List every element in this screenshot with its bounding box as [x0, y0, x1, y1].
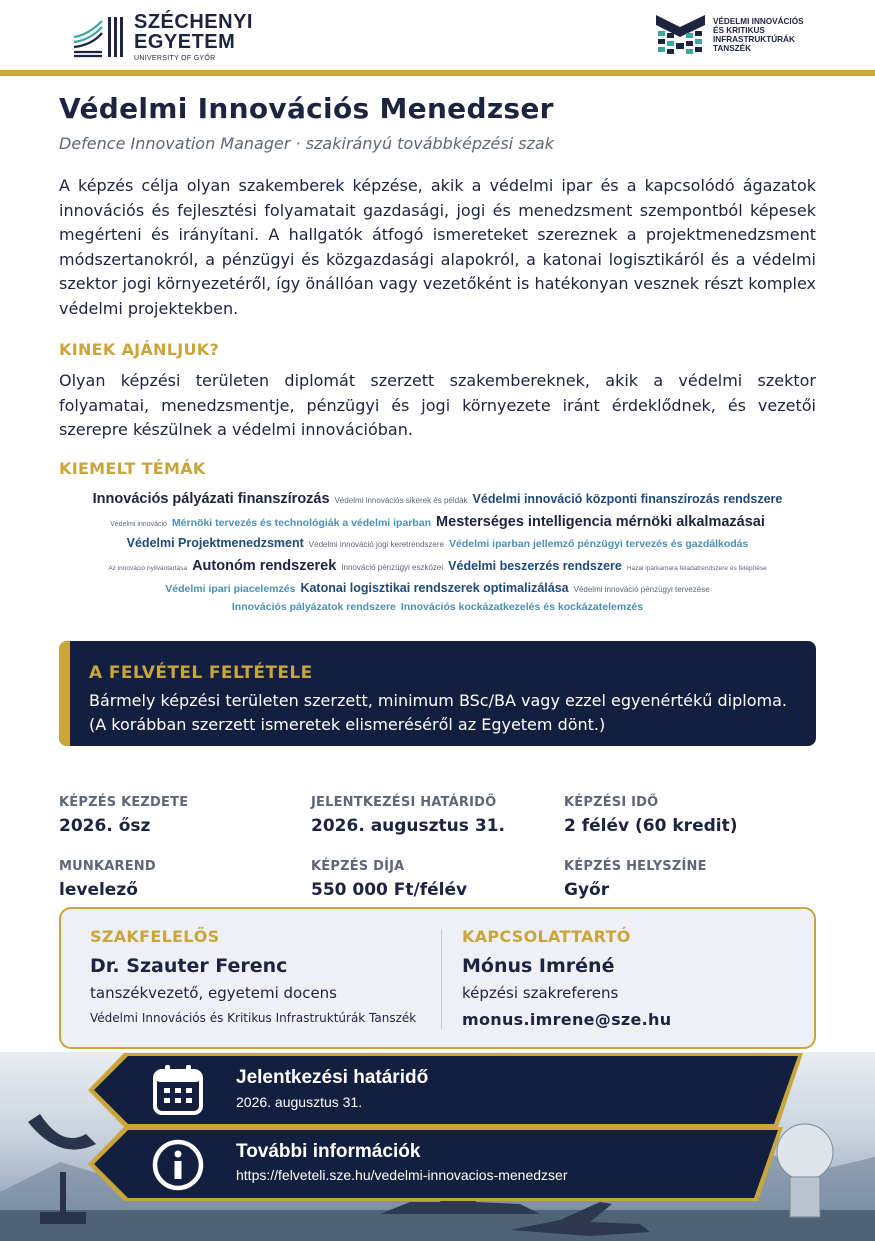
info-label: JELENTKEZÉSI HATÁRIDŐ [311, 795, 497, 810]
topic-keyword: Védelmi innováció jogi keretrendszere [308, 540, 444, 549]
topic-keyword: Védelmi innováció központi finanszírozás rendszere [472, 492, 783, 506]
topic-keyword: Védelmi Projektmenedzsment [126, 536, 304, 550]
info-start [59, 795, 188, 836]
program-head-label: SZAKFELELŐS [90, 927, 220, 946]
requirement-text: Bármely képzési területen szerzett, minimum BSc/BA vagy ezzel egyenértékű diploma. (A korábban szerzett ismeretek elismeréséről az Egyetem dönt.) [89, 691, 787, 734]
department-logo [654, 13, 804, 57]
intro-paragraph: A képzés célja olyan szakemberek képzése, akik a védelmi ipar és a kapcsolódó ágazatok innovációs és fejlesztési folyamatait gazdasági, jogi és menedzsment szempontból képesek megérteni és irányítani. A hallgatók átfogó ismereteket szereznek a projektmenedzsment módszertanokról, a pénzügyi és közgazdasági alapokról, a katonai logisztikáról és a védelmi szektor jogi környezetéről, így önállóan vagy vezetőként is hatékonyan vesznek részt komplex védelmi projektekben. [59, 176, 816, 318]
info-label: KÉPZÉSI IDŐ [564, 795, 659, 810]
program-head-department: Védelmi Innovációs és Kritikus Infrastruktúrák Tanszék [90, 1011, 417, 1025]
page-header [0, 0, 875, 70]
info-label: MUNKAREND [59, 859, 156, 874]
university-name-line2: EGYETEM [134, 31, 236, 53]
info-label: KÉPZÉS KEZDETE [59, 795, 189, 810]
department-name-line: VÉDELMI INNOVÁCIÓS [713, 16, 804, 26]
info-banner-title: További információk [236, 1141, 421, 1162]
info-icon [152, 1139, 204, 1191]
topic-keyword: Autonóm rendszerek [192, 558, 337, 574]
topic-cloud-row [59, 601, 816, 619]
admission-requirement-card [59, 641, 816, 746]
topic-keyword: Hazai iparkamara feladatrendszere és felépítése [626, 565, 767, 572]
topic-keyword: Mesterséges intelligencia mérnöki alkalmazásai [436, 514, 765, 530]
program-head-contact [90, 927, 416, 1025]
info-deadline [311, 795, 505, 836]
info-label: KÉPZÉS HELYSZÍNE [564, 859, 707, 874]
info-label: KÉPZÉS DÍJA [311, 859, 405, 874]
topic-keyword: Védelmi iparban jellemző pénzügyi tervezés és gazdálkodás [448, 538, 749, 550]
contacts-divider [441, 929, 442, 1029]
topic-keyword: Innovációs kockázatkezelés és kockázatelemzés [400, 601, 644, 613]
contacts-card [59, 907, 816, 1049]
footer-banner [0, 1052, 875, 1241]
audience-paragraph: Olyan képzési területen diplomát szerzett szakembereknek, akik a védelmi szektor folyamatai, menedzsmentje, pénzügyi és jogi környezete iránt érdeklődnek, és vezetői szerepre készülnek a védelmi innovációban. [59, 371, 816, 440]
contact-person-label: KAPCSOLATTARTÓ [462, 927, 631, 946]
deadline-banner-date: 2026. augusztus 31. [236, 1094, 363, 1110]
topic-keyword: Innovációs pályázatok rendszere [231, 601, 396, 613]
contact-person [462, 927, 671, 1029]
info-value: 550 000 Ft/félév [311, 880, 468, 900]
topic-keyword: Innováció pénzügyi eszközei [341, 563, 444, 572]
department-emblem-icon [654, 13, 707, 57]
contact-person-name: Mónus Imréné [462, 955, 615, 977]
topics-heading: KIEMELT TÉMÁK [59, 459, 206, 478]
info-value: 2026. ősz [59, 816, 151, 836]
header-divider [0, 70, 875, 76]
audience-heading: KINEK AJÁNLJUK? [59, 340, 220, 359]
info-mode [59, 859, 156, 900]
info-fee [311, 859, 467, 900]
department-name-line: INFRASTRUKTÚRÁK [713, 35, 795, 44]
topic-cloud-row [59, 514, 816, 536]
program-head-role: tanszékvezető, egyetemi docens [90, 984, 337, 1002]
program-head-name: Dr. Szauter Ferenc [90, 955, 288, 977]
topic-cloud-row [59, 581, 816, 601]
topics-word-cloud [59, 491, 816, 619]
topic-keyword: Védelmi innováció [110, 521, 167, 528]
info-location [564, 859, 707, 900]
info-value: Győr [564, 880, 610, 900]
page-title: Védelmi Innovációs Menedzser [59, 92, 554, 125]
department-name-line: ÉS KRITIKUS [713, 25, 765, 35]
info-value: levelező [59, 880, 138, 900]
contact-email-link[interactable]: monus.imrene@sze.hu [462, 1010, 672, 1029]
card-accent-bar [59, 641, 70, 746]
info-banner-url[interactable]: https://felveteli.sze.hu/vedelmi-innovacios-menedzser [236, 1167, 568, 1183]
university-subtitle: UNIVERSITY OF GYŐR [134, 55, 216, 62]
department-name-line: TANSZÉK [713, 44, 752, 54]
topic-keyword: Az innováció nyilvántartása [108, 565, 188, 572]
university-emblem-icon [72, 15, 124, 59]
info-value: 2 félév (60 kredit) [564, 816, 738, 836]
topic-cloud-row [59, 536, 816, 558]
topic-keyword: Védelmi ipari piacelemzés [165, 583, 296, 595]
calendar-icon [152, 1064, 204, 1116]
topic-keyword: Mérnöki tervezés és technológiák a védelmi iparban [171, 517, 432, 529]
topic-keyword: Védelmi innováció pénzügyi tervezése [573, 585, 710, 594]
topic-keyword: Katonai logisztikai rendszerek optimalizálása [300, 581, 569, 595]
info-duration [564, 795, 738, 836]
topic-keyword: Védelmi beszerzés rendszere [448, 559, 622, 573]
page-subtitle: Defence Innovation Manager · szakirányú továbbképzési szak [59, 134, 554, 153]
requirement-heading: A FELVÉTEL FELTÉTELE [89, 663, 313, 683]
university-logo [72, 11, 253, 62]
department-name [713, 17, 804, 54]
topic-cloud-row [59, 491, 816, 514]
university-name-line1: SZÉCHENYI [134, 11, 253, 33]
topic-keyword: Védelmi innovációs sikerek és példák [334, 496, 468, 505]
topic-cloud-row [59, 558, 816, 581]
topic-keyword: Innovációs pályázati finanszírozás [92, 491, 330, 507]
info-value: 2026. augusztus 31. [311, 816, 505, 836]
deadline-banner-title: Jelentkezési határidő [236, 1067, 429, 1088]
contact-person-role: képzési szakreferens [462, 984, 619, 1002]
